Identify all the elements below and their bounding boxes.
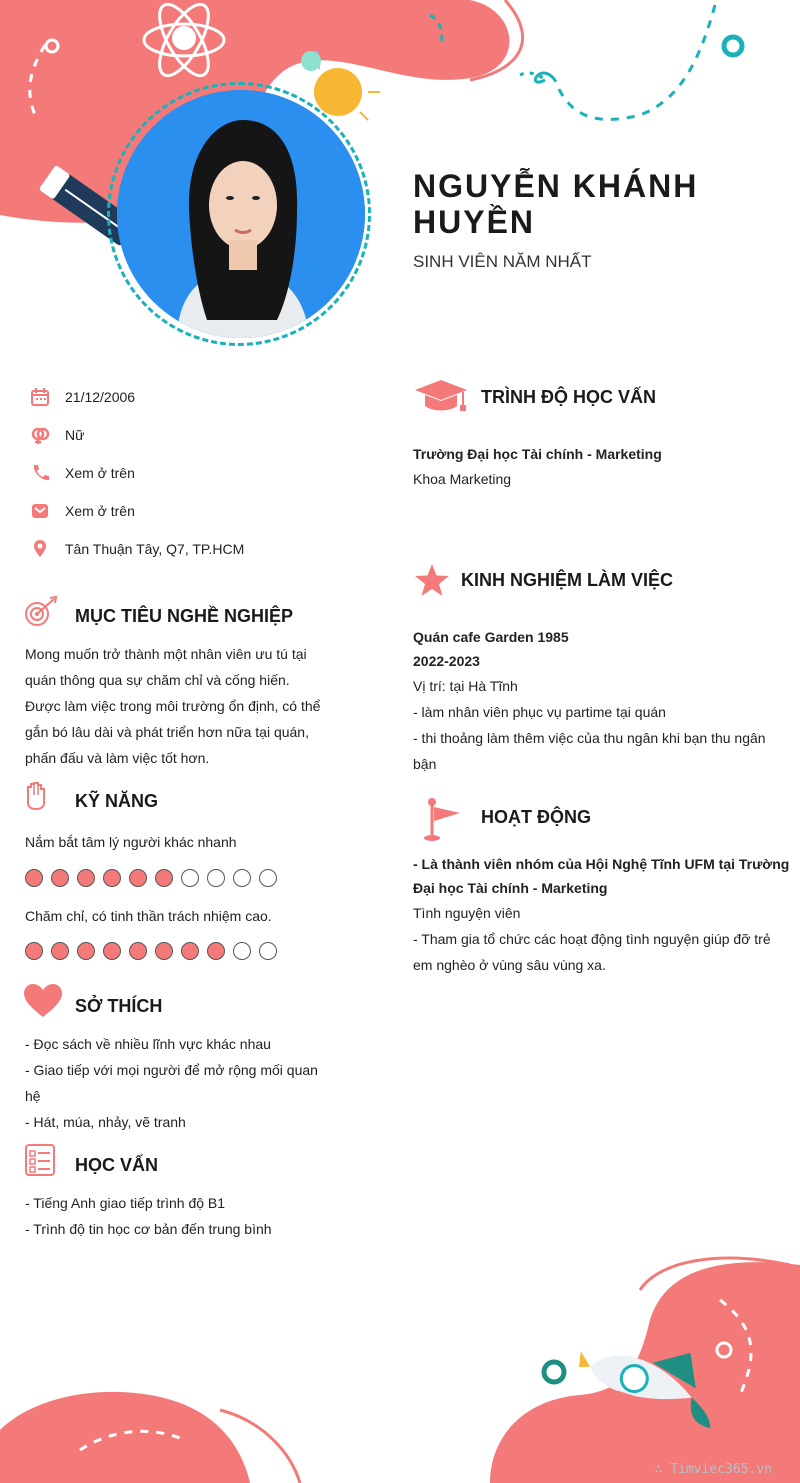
birthdate-text: 21/12/2006 [65,389,136,405]
experience-line: bận [413,756,437,772]
heart-icon [24,984,62,1018]
gender-icon [30,425,50,445]
hobby-line: hệ [25,1088,41,1104]
rating-dot-empty [233,942,251,960]
skill-label: Nắm bắt tâm lý người khác nhanh [25,834,237,850]
rating-dot-filled [25,869,43,887]
study-title: HỌC VẤN [75,1155,159,1175]
avatar [117,90,365,338]
objective-line: Mong muốn trở thành một nhân viên ưu tú tại [25,646,307,662]
skill-label: Chăm chỉ, có tinh thần trách nhiệm cao. [25,908,272,924]
checklist-icon [25,1144,55,1176]
rating-dot-filled [129,942,147,960]
email-text: Xem ở trên [65,503,135,519]
rating-dot-empty [181,869,199,887]
objective-line: Được làm việc trong môi trường ổn định, có thể [25,698,321,714]
hobby-line: - Hát, múa, nhảy, vẽ tranh [25,1114,186,1130]
study-line: - Trình độ tin học cơ bản đến trung bình [25,1221,272,1237]
watermark: ∴ Timviec365.vn [654,1462,772,1477]
graduation-cap-icon [413,378,469,414]
rating-dot-filled [77,869,95,887]
address-text: Tân Thuận Tây, Q7, TP.HCM [65,541,245,557]
objective-line: quán thông qua sự chăm chỉ và cống hiến. [25,672,290,688]
activities-title: HOẠT ĐỘNG [481,807,591,827]
skill-rating [25,869,277,887]
skill-rating [25,942,277,960]
location-icon [30,539,50,559]
study-line: - Tiếng Anh giao tiếp trình độ B1 [25,1195,226,1211]
activities-line: Tình nguyện viên [413,905,521,921]
phone-text: Xem ở trên [65,465,135,481]
experience-line: - thi thoảng làm thêm việc của thu ngân khi bạn thu ngân [413,730,766,746]
contact-gender [30,423,85,447]
hand-icon [25,781,47,811]
experience-company: Quán cafe Garden 1985 [413,629,569,645]
activities-line: em nghèo ở vùng sâu vùng xa. [413,957,606,973]
star-icon [414,563,450,597]
rating-dot-filled [77,942,95,960]
rating-dot-filled [103,942,121,960]
portrait-illustration [117,90,365,338]
activities-org: Đại học Tài chính - Marketing [413,880,608,896]
objective-title: MỤC TIÊU NGHỀ NGHIỆP [75,606,294,626]
rating-dot-filled [51,869,69,887]
calendar-icon [30,387,50,407]
activities-org: - Là thành viên nhóm của Hội Nghệ Tĩnh UFM tại Trường [413,856,790,872]
rating-dot-filled [129,869,147,887]
education-title: TRÌNH ĐỘ HỌC VẤN [481,387,656,407]
experience-line: Vị trí: tại Hà Tĩnh [413,678,518,694]
hobbies-title: SỞ THÍCH [75,996,163,1016]
full-name: NGUYỄN KHÁNH HUYỀN [413,168,699,240]
activities-line: - Tham gia tổ chức các hoạt động tình nguyện giúp đỡ trẻ [413,931,771,947]
rating-dot-filled [51,942,69,960]
rating-dot-filled [181,942,199,960]
gender-text: Nữ [65,427,85,443]
rating-dot-empty [233,869,251,887]
experience-line: - làm nhân viên phục vụ partime tại quán [413,704,666,720]
skills-title: KỸ NĂNG [75,791,159,811]
rating-dot-filled [25,942,43,960]
education-faculty: Khoa Marketing [413,471,512,487]
experience-title: KINH NGHIỆM LÀM VIỆC [461,570,674,590]
rating-dot-empty [207,869,225,887]
rating-dot-filled [103,869,121,887]
phone-icon [30,463,50,483]
job-title: SINH VIÊN NĂM NHẤT [413,252,592,271]
rating-dot-empty [259,869,277,887]
hobby-line: - Giao tiếp với mọi người để mở rộng mối quan [25,1062,318,1078]
education-school: Trường Đại học Tài chính - Marketing [413,446,662,462]
rating-dot-empty [259,942,277,960]
objective-line: gắn bó lâu dài và phát triển hơn nữa tại quán, [25,724,309,740]
email-icon [30,501,50,521]
contact-birthdate [30,385,136,409]
contact-address [30,537,245,561]
flag-icon [418,797,464,843]
experience-period: 2022-2023 [413,653,480,669]
hobby-line: - Đọc sách về nhiều lĩnh vực khác nhau [25,1036,271,1052]
rating-dot-filled [207,942,225,960]
rating-dot-filled [155,869,173,887]
contact-phone [30,461,135,485]
target-icon [24,596,58,628]
objective-line: phấn đấu và làm việc tốt hơn. [25,750,210,766]
rating-dot-filled [155,942,173,960]
contact-email [30,499,135,523]
